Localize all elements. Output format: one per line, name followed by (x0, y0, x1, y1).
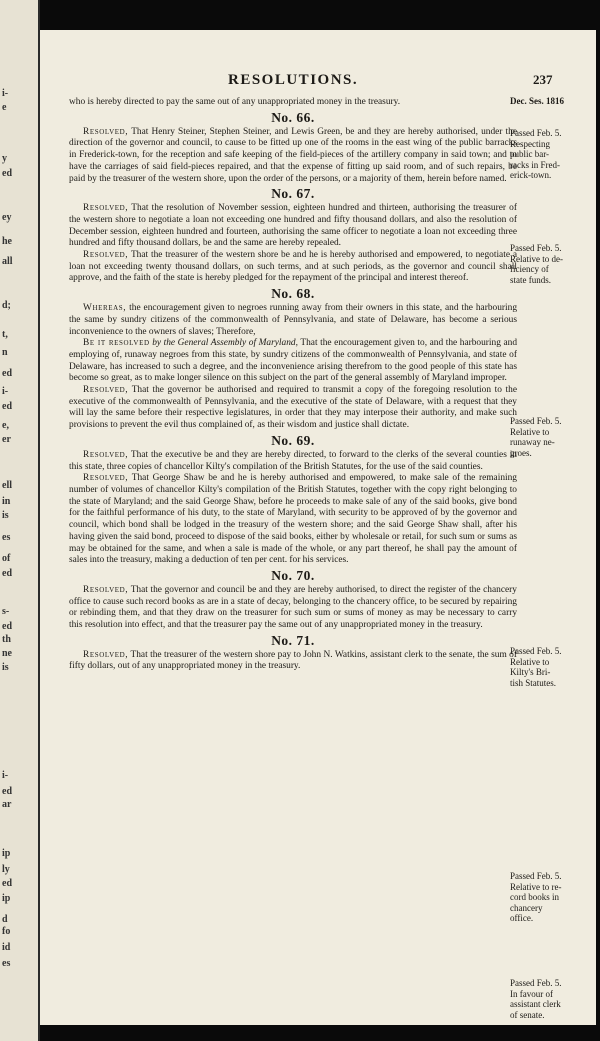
margin-note-line: Passed Feb. 5. (510, 871, 562, 881)
edge-fragment: d; (2, 300, 11, 311)
adjacent-page-edge (0, 0, 40, 1041)
resolution-paragraph (69, 385, 517, 432)
paragraph-lead: Resolved, (83, 584, 129, 595)
margin-note-67 (510, 243, 596, 285)
edge-fragment: ed (2, 568, 12, 579)
edge-fragment: s- (2, 606, 10, 617)
paragraph-lead: Resolved, (83, 203, 129, 214)
margin-note-line: cord books in (510, 892, 559, 903)
margin-note-line: Relative to re- (510, 881, 562, 892)
margin-note-line: Passed Feb. 5. (510, 128, 562, 138)
edge-fragment: ip (2, 893, 11, 904)
paragraph-lead: Resolved, (83, 126, 129, 137)
margin-note-line: state funds. (510, 274, 551, 285)
section-heading-67: No. 67. (271, 186, 315, 202)
resolution-paragraph (69, 650, 517, 673)
page-number: 237 (533, 72, 553, 87)
margin-note-line: racks in Fred- (510, 159, 560, 170)
margin-note-line: Passed Feb. 5. (510, 646, 562, 656)
edge-fragment: ed (2, 878, 12, 889)
margin-note-line: In favour of (510, 988, 553, 999)
resolution-paragraph (69, 450, 517, 473)
margin-note-line: Kilty's Bri- (510, 667, 551, 678)
paragraph-lead: Resolved, (83, 449, 129, 460)
resolution-paragraph (69, 303, 517, 338)
margin-note-line: groes. (510, 447, 532, 458)
edge-fragment: all (2, 256, 13, 267)
edge-fragment: is (2, 510, 9, 521)
edge-fragment: e, (2, 420, 9, 431)
margin-note-line: ficiency of (510, 264, 549, 275)
edge-fragment: d (2, 914, 8, 925)
section-heading-69: No. 69. (271, 432, 315, 448)
margin-note-line: Passed Feb. 5. (510, 416, 562, 426)
paragraph-text: the encouragement given to negroes running away from their owners in this state, and the harbouring the same by sundry citizens of the commonwealth of Pennsylvania, and state of Delaware, has become a serious inconvenience to the owners of slaves; Therefore, (69, 303, 518, 337)
document-page (40, 30, 596, 1025)
margin-note-line: Relative to de- (510, 253, 563, 264)
edge-fragment: ar (2, 799, 12, 810)
paragraph-text: That the resolution of November session, eighteen hundred and thirteen, authorising the treasurer of the western shore to negotiate a loan not exceeding one hundred and fifty thousand dollars, and also the resolution of December session, eighteen hundred and fourteen, authorising the same officer to negotiate a loan not exceeding three hundred and fifty thousand dollars, be and the same are hereby repealed. (69, 203, 517, 249)
margin-note-line: Respecting (510, 138, 550, 149)
margin-note-session (510, 96, 596, 107)
edge-fragment: he (2, 236, 12, 247)
edge-fragment: id (2, 942, 11, 953)
paragraph-text: That the treasurer of the western shore pay to John N. Watkins, assistant clerk to the senate, the sum of fifty dollars, out of any unappropriated money in the treasury. (69, 649, 517, 672)
paragraph-italic: by the General Assembly of Maryland, (152, 338, 298, 349)
edge-fragment: ne (2, 648, 12, 659)
resolution-paragraph (69, 203, 517, 250)
carry-over-text: who is hereby directed to pay the same out of any unappropriated money in the treasury. (69, 97, 401, 107)
edge-fragment: e (2, 102, 7, 113)
margin-note-line: chancery (510, 902, 543, 913)
page-header (40, 72, 596, 94)
edge-fragment: n (2, 347, 8, 358)
edge-fragment: t, (2, 329, 8, 340)
margin-note-line: runaway ne- (510, 437, 555, 448)
paragraph-text: That the encouragement given to, and the harbouring and employing of, runaway negroes from this state, by sundry citizens of the commonwealth of Pennsylvania, and state of Delaware, has increased to such a degree, and the inconvenience arising therefrom to the good people of this state has become so great, as to make longer silence on this subject on the part of the general assembly of Maryland improper. (69, 338, 518, 384)
edge-fragment: in (2, 496, 11, 507)
section-heading-68: No. 68. (271, 286, 315, 302)
margin-note-line: tish Statutes. (510, 677, 557, 688)
paragraph-text: That Henry Steiner, Stephen Steiner, and Lewis Green, be and they are hereby authorised, under the direction of the governor and council, to cause to be fitted up one of the rooms in the east wing of the public barracks in Frederick-town, for the reception and safe keeping of the field-pieces of the artillery company in said town; and to have the carriages of said field-pieces repaired, and that the expense of fitting up said room, and of such repairs, be paid by the treasurer of the western shore, upon the order of the persons, or a majority of them, herein before named. (69, 126, 517, 184)
edge-fragment: es (2, 958, 11, 969)
margin-note-line: erick-town. (510, 170, 552, 181)
margin-note-line: assistant clerk (510, 999, 561, 1010)
paragraph-lead: Whereas, (83, 303, 127, 314)
edge-fragment: ed (2, 168, 12, 179)
resolution-paragraph (69, 585, 517, 632)
margin-note-line: of senate. (510, 1009, 545, 1020)
section-heading-70: No. 70. (271, 567, 315, 583)
margin-note-line: Dec. Ses. 1816 (510, 96, 564, 106)
body-text (69, 97, 517, 673)
paragraph-text: That the governor and council be and they are hereby authorised, to direct the register of the chancery office to cause such record books as are in a state of decay, belonging to the chancery office, to be secured by repairing or rebinding them, and that they draw on the treasurer for such sum or sums of money as may be necessary to carry this resolution into effect, and that the treasurer pay the same out of any unappropriated money in the treasury. (69, 584, 517, 631)
edge-fragment: er (2, 434, 11, 445)
resolution-paragraph (69, 250, 517, 285)
paragraph-text: That George Shaw be and he is hereby authorised and empowered, to make sale of the remaining number of volumes of chancellor Kilty's compilation of the British Statutes, together with the copy right belonging to the state of Maryland; and the said George Shaw, before he proceeds to make sale of any of the said books, give bond for the faithful performance of his duty, to the state of Maryland, with security to be approved of by the governor and council, which bond shall be lodged in the treasury of the western shore; and the said George Shaw shall, after his having given the said bond, proceed to dispose of the said books, either by wholesale or retail, for such sum or sums as may be obtained for the same, and when a sale is made of the whole, or any part thereof, he shall pay the amount of sales into the treasury, making a deduction of ten per cent. for his services. (69, 473, 517, 566)
paragraph-lead: Resolved, (83, 250, 129, 261)
edge-fragment: ed (2, 401, 12, 412)
edge-fragment: of (2, 553, 11, 564)
edge-fragment: ell (2, 480, 12, 491)
paragraph-text: That the executive be and they are hereby directed, to forward to the clerks of the several counties in this state, three copies of chancellor Kilty's compilation of the British Statutes, for the use of the said counties. (69, 449, 517, 472)
margin-note-line: Relative to (510, 656, 550, 667)
edge-fragment: ip (2, 848, 11, 859)
paragraph-text: That the governor be authorised and required to transmit a copy of the foregoing resolution to the executive of the commonwealth of Pennsylvania, and the executive of the state of Delaware, with a request that they will lay the same before their respective legislatures, in order that they may interpose their authority, and make such provisions to prevent the evil thus complained of, as their wisdom and justice shall dictate. (69, 385, 517, 431)
margin-note-line: Passed Feb. 5. (510, 243, 562, 253)
section-heading-71: No. 71. (271, 632, 315, 648)
edge-fragment: y (2, 153, 7, 164)
paragraph-text: That the treasurer of the western shore be and he is hereby authorised and empowered, to negotiate a loan not exceeding twenty thousand dollars, on such terms, and at such periods, as the governor and council shall approve, and the faith of the state is hereby pledged for the repayment of the principal and interest thereof. (69, 250, 517, 284)
margin-note-68 (510, 416, 596, 458)
edge-fragment: i- (2, 770, 9, 781)
resolution-paragraph (69, 127, 517, 186)
edge-fragment: i- (2, 386, 9, 397)
margin-note-70 (510, 871, 596, 924)
margin-note-69 (510, 646, 596, 688)
edge-fragment: ed (2, 786, 12, 797)
margin-note-line: Passed Feb. 5. (510, 978, 562, 988)
paragraph-lead: Resolved, (83, 385, 129, 396)
paragraph-lead: Resolved, (83, 649, 129, 660)
paragraph-lead: Resolved, (83, 473, 129, 484)
margin-note-66 (510, 128, 596, 181)
edge-fragment: ed (2, 621, 12, 632)
paragraph-lead: Be it resolved (83, 338, 150, 349)
margin-note-line: Relative to (510, 426, 550, 437)
edge-fragment: es (2, 532, 11, 543)
resolution-paragraph (69, 338, 517, 385)
section-heading-66: No. 66. (271, 109, 315, 125)
edge-fragment: ed (2, 368, 12, 379)
margin-note-71 (510, 978, 596, 1020)
edge-fragment: fo (2, 926, 11, 937)
edge-fragment: th (2, 634, 11, 645)
margin-note-line: office. (510, 913, 534, 924)
edge-fragment: ey (2, 212, 12, 223)
edge-fragment: i- (2, 88, 9, 99)
margin-note-line: public bar- (510, 149, 550, 160)
edge-fragment: ly (2, 864, 10, 875)
running-title: RESOLUTIONS. (228, 72, 359, 88)
resolution-paragraph (69, 473, 517, 567)
edge-fragment: is (2, 662, 9, 673)
